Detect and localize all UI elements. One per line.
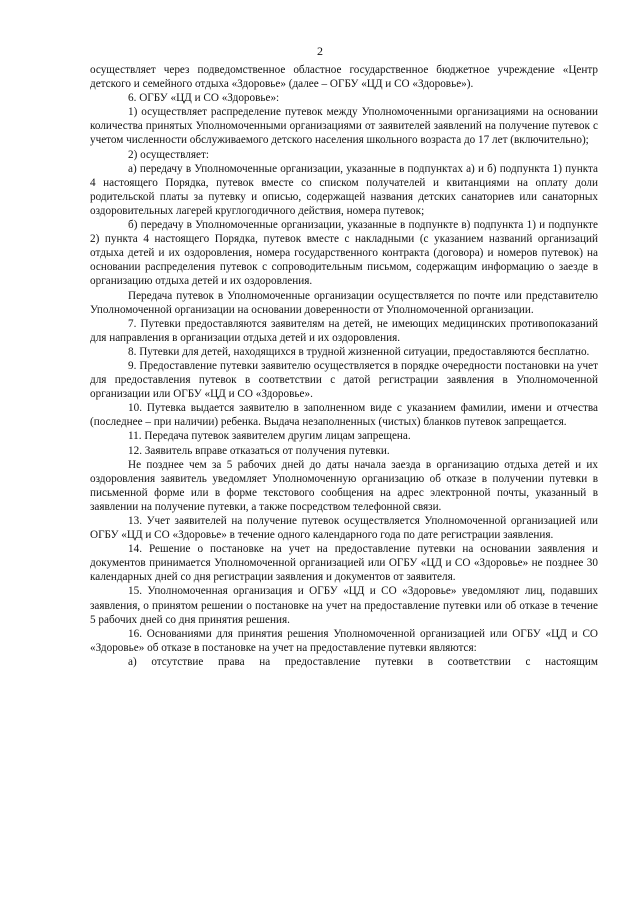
- paragraph: 15. Уполномоченная организация и ОГБУ «ЦД и СО «Здоровье» уведомляют лиц, подавших заявления, о принятом решении о постановке на учет на предоставление путевки или об отказе в течение 5 рабочих дней со дня принятия решения.: [90, 585, 598, 626]
- paragraph: а) передачу в Уполномоченные организации, указанные в подпунктах а) и б) подпункта 1) пункта 4 настоящего Порядка, путевок вместе со списком получателей и квитанциями на оплату доли родительской платы за путевку и описью, содержащей названия детских санаториев или санаторных оздоровительных лагерей круглогодичного действия, номера путевок;: [90, 162, 598, 217]
- paragraph: 6. ОГБУ «ЦД и СО «Здоровье»:: [128, 92, 280, 105]
- paragraph: 9. Предоставление путевки заявителю осуществляется в порядке очередности постановки на учет для предоставления путевок в соответствии с датой регистрации заявления в Уполномоченной организации или ОГБУ «ЦД и СО «Здоровье».: [90, 359, 598, 401]
- paragraph: 13. Учет заявителей на получение путевок осуществляется Уполномоченной организацией или ОГБУ «ЦД и СО «Здоровье» в течение одного календарного года по дате регистрации заявления.: [90, 515, 598, 542]
- paragraph: 7. Путевки предоставляются заявителям на детей, не имеющих медицинских противопоказаний для направления в организации отдыха детей и их оздоровления.: [90, 317, 598, 344]
- paragraph: 14. Решение о постановке на учет на предоставление путевки на основании заявления и документов принимается Уполномоченной организацией или ОГБУ «ЦД и СО «Здоровье» не позднее 30 календарных дней со дня регистрации заявления и документов от заявителя.: [90, 543, 598, 584]
- paragraph: 16. Основаниями для принятия решения Уполномоченной организацией или ОГБУ «ЦД и СО «Здоровье» об отказе в постановке на учет на предоставление путевки являются:: [90, 627, 598, 654]
- paragraph: 11. Передача путевок заявителем другим лицам запрещена.: [128, 430, 411, 443]
- paragraph: а) отсутствие права на предоставление путевки в соответствии с настоящим: [128, 655, 598, 668]
- page-number: 2: [317, 44, 323, 58]
- paragraph: 1) осуществляет распределение путевок между Уполномоченными организациями на основании количества принятых Уполномоченными организациями от заявителей заявлений на получение путевок с учетом численности обслуживаемого детского населения школьного возраста до 17 лет (включительно);: [90, 106, 598, 147]
- paragraph: Передача путевок в Уполномоченные организации осуществляется по почте или представителю Уполномоченной организации на основании доверенности от Уполномоченной организации.: [90, 289, 598, 316]
- document-body: [90, 63, 598, 669]
- paragraph: осуществляет через подведомственное областное государственное бюджетное учреждение «Центр детского и семейного отдыха «Здоровье» (далее – ОГБУ «ЦД и СО «Здоровье»).: [90, 64, 598, 91]
- paragraph: 10. Путевка выдается заявителю в заполненном виде с указанием фамилии, имени и отчества (последнее – при наличии) ребенка. Выдача незаполненных (чистых) бланков путевок запрещается.: [90, 402, 598, 429]
- paragraph: 2) осуществляет:: [128, 148, 209, 161]
- paragraph: 12. Заявитель вправе отказаться от получения путевки.: [128, 444, 390, 457]
- paragraph: б) передачу в Уполномоченные организации, указанные в подпункте в) подпункта 1) и подпункте 2) пункта 4 настоящего Порядка, путевок вместе с накладными (с указанием названий организаций отдыха детей и их оздоровления, номера государственного контракта (договора) и номеров путевок) на основании распределения путевок с сопроводительным письмом, содержащим информацию о заезде в организацию отдыха детей и их оздоровления.: [90, 219, 598, 288]
- paragraph: Не позднее чем за 5 рабочих дней до даты начала заезда в организацию отдыха детей и их оздоровления заявитель уведомляет Уполномоченную организацию об отказе в получении путевки в письменной форме или в форме текстового сообщения на адрес электронной почты, указанный в заявлении на получение путевки, а также посредством телефонной связи.: [90, 458, 598, 513]
- paragraph: 8. Путевки для детей, находящихся в трудной жизненной ситуации, предоставляются бесплатно.: [128, 345, 590, 358]
